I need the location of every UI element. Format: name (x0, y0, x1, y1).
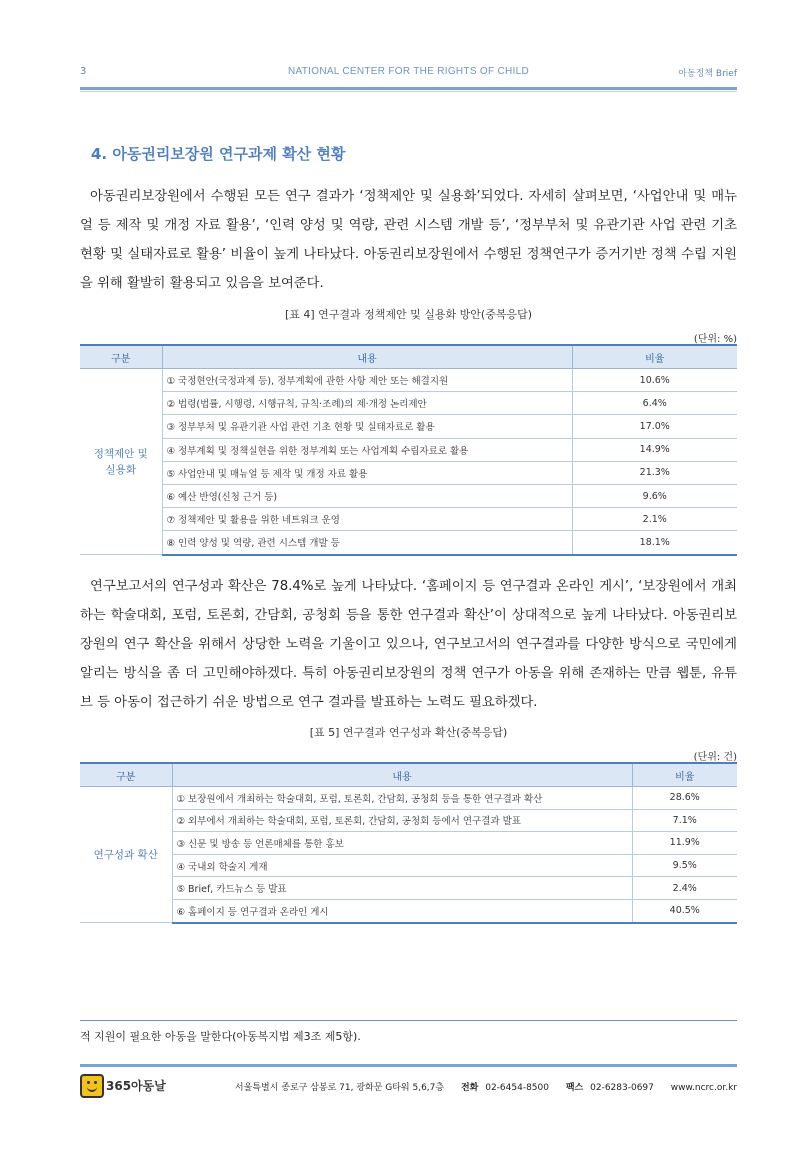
col-header-content: 내용 (172, 763, 632, 787)
footnote-divider (80, 1020, 737, 1021)
footer-website[interactable]: www.ncrc.or.kr (670, 1083, 737, 1093)
row-rate: 17.0% (572, 415, 737, 438)
row-rate: 2.1% (572, 508, 737, 531)
header-title: NATIONAL CENTER FOR THE RIGHTS OF CHILD (288, 66, 529, 77)
page-number: 3 (80, 66, 87, 77)
footer-fax (566, 1083, 654, 1093)
table-row (80, 508, 737, 531)
table4 (80, 344, 737, 556)
row-rate: 9.5% (632, 854, 737, 877)
table4-unit: (단위: %) (693, 334, 737, 345)
page-header (80, 62, 737, 82)
footer-phone (461, 1083, 549, 1093)
row-content: ⑥ 홈페이지 등 연구결과 온라인 게시 (172, 899, 632, 922)
table-row (80, 392, 737, 415)
table-row (80, 531, 737, 555)
table-row (80, 854, 737, 877)
col-header-category: 구분 (80, 763, 172, 787)
table5 (80, 762, 737, 924)
fax-label: 팩스 (565, 1083, 584, 1093)
paragraph-1: 아동권리보장원에서 수행된 모든 연구 결과가 ‘정책제안 및 실용화’되었다. 자세히 살펴보면, ‘사업안내 및 매뉴얼 등 제작 및 개정 자료 활용’, ‘인력 양성 및 역량, 관련 시스템 개발 등’, ‘정부부처 및 유관기관 사업 관련 기초 현황 및 실태자료로 활용’ 비율이 높게 나타났다. 아동권리보장원에서 수행된 정책연구가 증거기반 정책 수립 지원을 위해 활발히 활용되고 있음을 보여준다. (80, 189, 737, 291)
row-content: ④ 정부계획 및 정책실현을 위한 정부계획 또는 사업계획 수립자료로 활용 (162, 438, 572, 461)
row-content: ⑤ Brief, 카드뉴스 등 발표 (172, 877, 632, 900)
row-rate: 10.6% (572, 369, 737, 392)
header-divider-thin (80, 91, 737, 92)
category-line-2: 실용화 (105, 463, 136, 476)
table-row (80, 899, 737, 922)
paragraph-2: 연구보고서의 연구성과 확산은 78.4%로 높게 나타났다. ‘홈페이지 등 연구결과 온라인 게시’, ‘보장원에서 개최하는 학술대회, 포럼, 토론회, 간담회, 공청회 등을 통한 연구결과 확산’이 상대적으로 높게 나타났다. 아동권리보장원의 연구 확산을 위해서 상당한 노력을 기울이고 있으나, 연구보고서의 연구결과를 다양한 방식으로 국민에게 알리는 방식을 좀 더 고민해야하겠다. 특히 아동권리보장원의 정책 연구가 아동을 위해 존재하는 만큼 웹툰, 유튜브 등 아동이 접근하기 쉬운 방법으로 연구 결과를 발표하는 노력도 필요하겠다. (80, 579, 737, 710)
row-content: ② 외부에서 개최하는 학술대회, 포럼, 토론회, 간담회, 공청회 등에서 연구결과 발표 (172, 809, 632, 832)
col-header-rate: 비율 (632, 763, 737, 787)
row-rate: 9.6% (572, 484, 737, 507)
row-category: 연구성과 확산 (80, 787, 172, 923)
org-logo (80, 1074, 166, 1096)
section-title: 4. 아동권리보장원 연구과제 확산 현황 (91, 145, 346, 163)
phone-number: 02-6454-8500 (485, 1083, 549, 1093)
footer-divider (80, 1064, 737, 1067)
table-row (80, 832, 737, 855)
row-category (80, 369, 162, 555)
row-rate: 21.3% (572, 461, 737, 484)
table5-caption: [표 5] 연구결과 연구성과 확산(중복응답) (309, 726, 508, 739)
row-content: ⑥ 예산 반영(신청 근거 등) (162, 484, 572, 507)
phone-label: 전화 (460, 1083, 479, 1093)
table-header-row (80, 763, 737, 787)
row-rate: 7.1% (632, 809, 737, 832)
category-line-1: 정책제안 및 (93, 447, 148, 460)
table-row (80, 484, 737, 507)
col-header-content: 내용 (162, 345, 572, 369)
col-header-category: 구분 (80, 345, 162, 369)
header-brief-label: 아동정책 Brief (678, 69, 737, 79)
row-content: ⑧ 인력 양성 및 역량, 관련 시스템 개발 등 (162, 531, 572, 555)
row-content: ① 국정현안(국정과제 등), 정부계획에 관한 사항 제안 또는 해결지원 (162, 369, 572, 392)
row-rate: 40.5% (632, 899, 737, 922)
row-content: ⑦ 정책제안 및 활용을 위한 네트워크 운영 (162, 508, 572, 531)
footnote: 적 지원이 필요한 아동을 말한다(아동복지법 제3조 제5항). (80, 1030, 361, 1043)
row-content: ① 보장원에서 개최하는 학술대회, 포럼, 토론회, 간담회, 공청회 등을 통한 연구결과 확산 (172, 787, 632, 810)
logo-text: 365아동날 (106, 1079, 166, 1093)
row-content: ⑤ 사업안내 및 매뉴얼 등 제작 및 개정 자료 활용 (162, 461, 572, 484)
row-rate: 6.4% (572, 392, 737, 415)
row-rate: 11.9% (632, 832, 737, 855)
footer-contact (235, 1080, 737, 1093)
row-content: ③ 정부부처 및 유관기관 사업 관련 기초 현황 및 실태자료로 활용 (162, 415, 572, 438)
table-row (80, 415, 737, 438)
smiley-icon (80, 1074, 104, 1098)
row-rate: 18.1% (572, 531, 737, 555)
table4-caption: [표 4] 연구결과 정책제안 및 실용화 방안(중복응답) (284, 308, 533, 321)
col-header-rate: 비율 (572, 345, 737, 369)
table-row (80, 369, 737, 392)
table-header-row (80, 345, 737, 369)
row-content: ② 법령(법률, 시행령, 시행규칙, 규칙·조례)의 제·개정 논리제안 (162, 392, 572, 415)
fax-number: 02-6283-0697 (590, 1083, 654, 1093)
row-content: ④ 국내외 학술지 게재 (172, 854, 632, 877)
table5-unit: (단위: 건) (693, 752, 737, 763)
footer-address: 서울특별시 종로구 삼봉로 71, 광화문 G타워 5,6,7층 (234, 1083, 445, 1093)
header-divider (80, 87, 737, 90)
table-row (80, 809, 737, 832)
row-content: ③ 신문 및 방송 등 언론매체를 통한 홍보 (172, 832, 632, 855)
table-row (80, 461, 737, 484)
table-row (80, 877, 737, 900)
table-row (80, 787, 737, 810)
table-row (80, 438, 737, 461)
row-rate: 14.9% (572, 438, 737, 461)
row-rate: 28.6% (632, 787, 737, 810)
row-rate: 2.4% (632, 877, 737, 900)
